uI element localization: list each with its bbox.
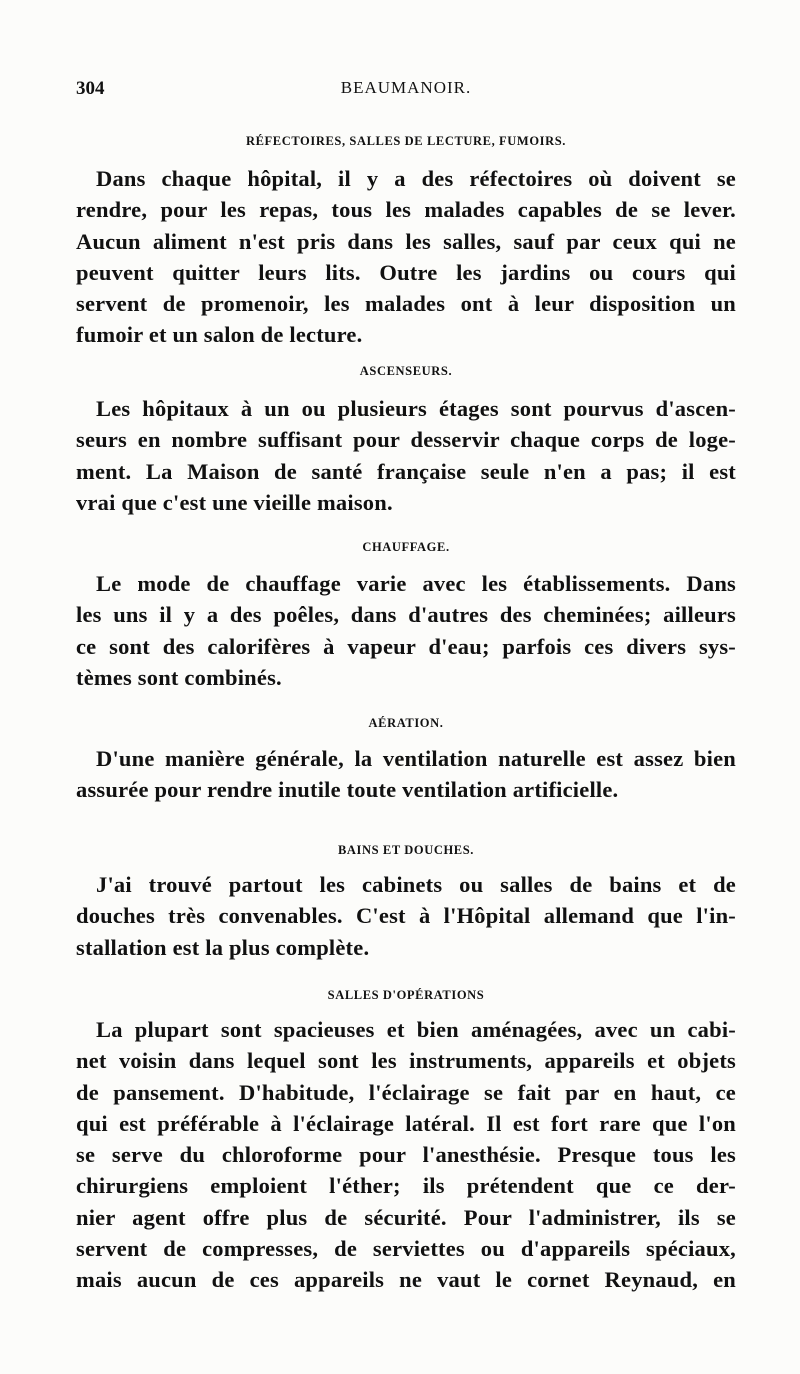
text-line: nier agent offre plus de sécurité. Pour l'administrer, ils se bbox=[76, 1204, 736, 1230]
text-line: ment. La Maison de santé française seule n'en a pas; il est bbox=[76, 458, 736, 484]
text-line: peuvent quitter leurs lits. Outre les jardins ou cours qui bbox=[76, 259, 736, 285]
text-line: servent de compresses, de serviettes ou d'appareils spéciaux, bbox=[76, 1236, 736, 1262]
text-line: Aucun aliment n'est pris dans les salles, sauf par ceux qui ne bbox=[76, 228, 736, 254]
section-title-chauffage: CHAUFFAGE. bbox=[362, 540, 450, 554]
section-body-aeration bbox=[76, 743, 736, 806]
text-line: fumoir et un salon de lecture. bbox=[76, 322, 363, 348]
page-number: 304 bbox=[76, 78, 105, 99]
section-body-chauffage bbox=[76, 568, 736, 693]
text-line: les uns il y a des poêles, dans d'autres des cheminées; ailleurs bbox=[76, 602, 736, 628]
running-head: BEAUMANOIR. bbox=[340, 78, 472, 97]
text-line: chirurgiens emploient l'éther; ils prétendent que ce der- bbox=[76, 1173, 736, 1199]
section-title-aeration: AÉRATION. bbox=[368, 716, 444, 730]
text-line: net voisin dans lequel sont les instruments, appareils et objets bbox=[76, 1048, 736, 1074]
page-header bbox=[76, 78, 736, 102]
text-line: seurs en nombre suffisant pour desservir chaque corps de loge- bbox=[76, 427, 736, 453]
section-body-refectoires bbox=[76, 163, 736, 351]
text-line: Les hôpitaux à un ou plusieurs étages sont pourvus d'ascen- bbox=[96, 396, 736, 421]
text-line: Le mode de chauffage varie avec les établissements. Dans bbox=[96, 571, 736, 596]
text-line: J'ai trouvé partout les cabinets ou salles de bains et de bbox=[96, 872, 736, 897]
section-title-bains: BAINS ET DOUCHES. bbox=[337, 843, 475, 857]
text-line: mais aucun de ces appareils ne vaut le cornet Reynaud, en bbox=[76, 1267, 736, 1293]
text-line: D'une manière générale, la ventilation naturelle est assez bien bbox=[96, 746, 736, 771]
text-line: stallation est la plus complète. bbox=[76, 934, 370, 960]
text-line: se serve du chloroforme pour l'anesthésie. Presque tous les bbox=[76, 1142, 736, 1168]
text-line: La plupart sont spacieuses et bien aménagées, avec un cabi- bbox=[96, 1017, 736, 1042]
section-body-ascenseurs bbox=[76, 393, 736, 518]
text-line: ce sont des calorifères à vapeur d'eau; parfois ces divers sys- bbox=[76, 633, 736, 659]
text-line: douches très convenables. C'est à l'Hôpital allemand que l'in- bbox=[76, 903, 736, 929]
text-line: de pansement. D'habitude, l'éclairage se fait par en haut, ce bbox=[76, 1079, 736, 1105]
section-body-salles-operations bbox=[76, 1014, 736, 1296]
text-line: qui est préférable à l'éclairage latéral. Il est fort rare que l'on bbox=[76, 1110, 736, 1136]
text-line: vrai que c'est une vieille maison. bbox=[76, 489, 393, 515]
section-title-salles-operations: SALLES D'OPÉRATIONS bbox=[327, 988, 485, 1002]
text-line: assurée pour rendre inutile toute ventilation artificielle. bbox=[76, 777, 619, 803]
text-line: tèmes sont combinés. bbox=[76, 664, 282, 690]
text-line: Dans chaque hôpital, il y a des réfectoires où doivent se bbox=[96, 166, 736, 191]
section-title-ascenseurs: ASCENSEURS. bbox=[359, 364, 453, 378]
text-line: rendre, pour les repas, tous les malades capables de se lever. bbox=[76, 197, 736, 223]
section-title-refectoires: RÉFECTOIRES, SALLES DE LECTURE, FUMOIRS. bbox=[245, 134, 567, 148]
section-body-bains bbox=[76, 869, 736, 963]
text-line: servent de promenoir, les malades ont à leur disposition un bbox=[76, 291, 736, 317]
